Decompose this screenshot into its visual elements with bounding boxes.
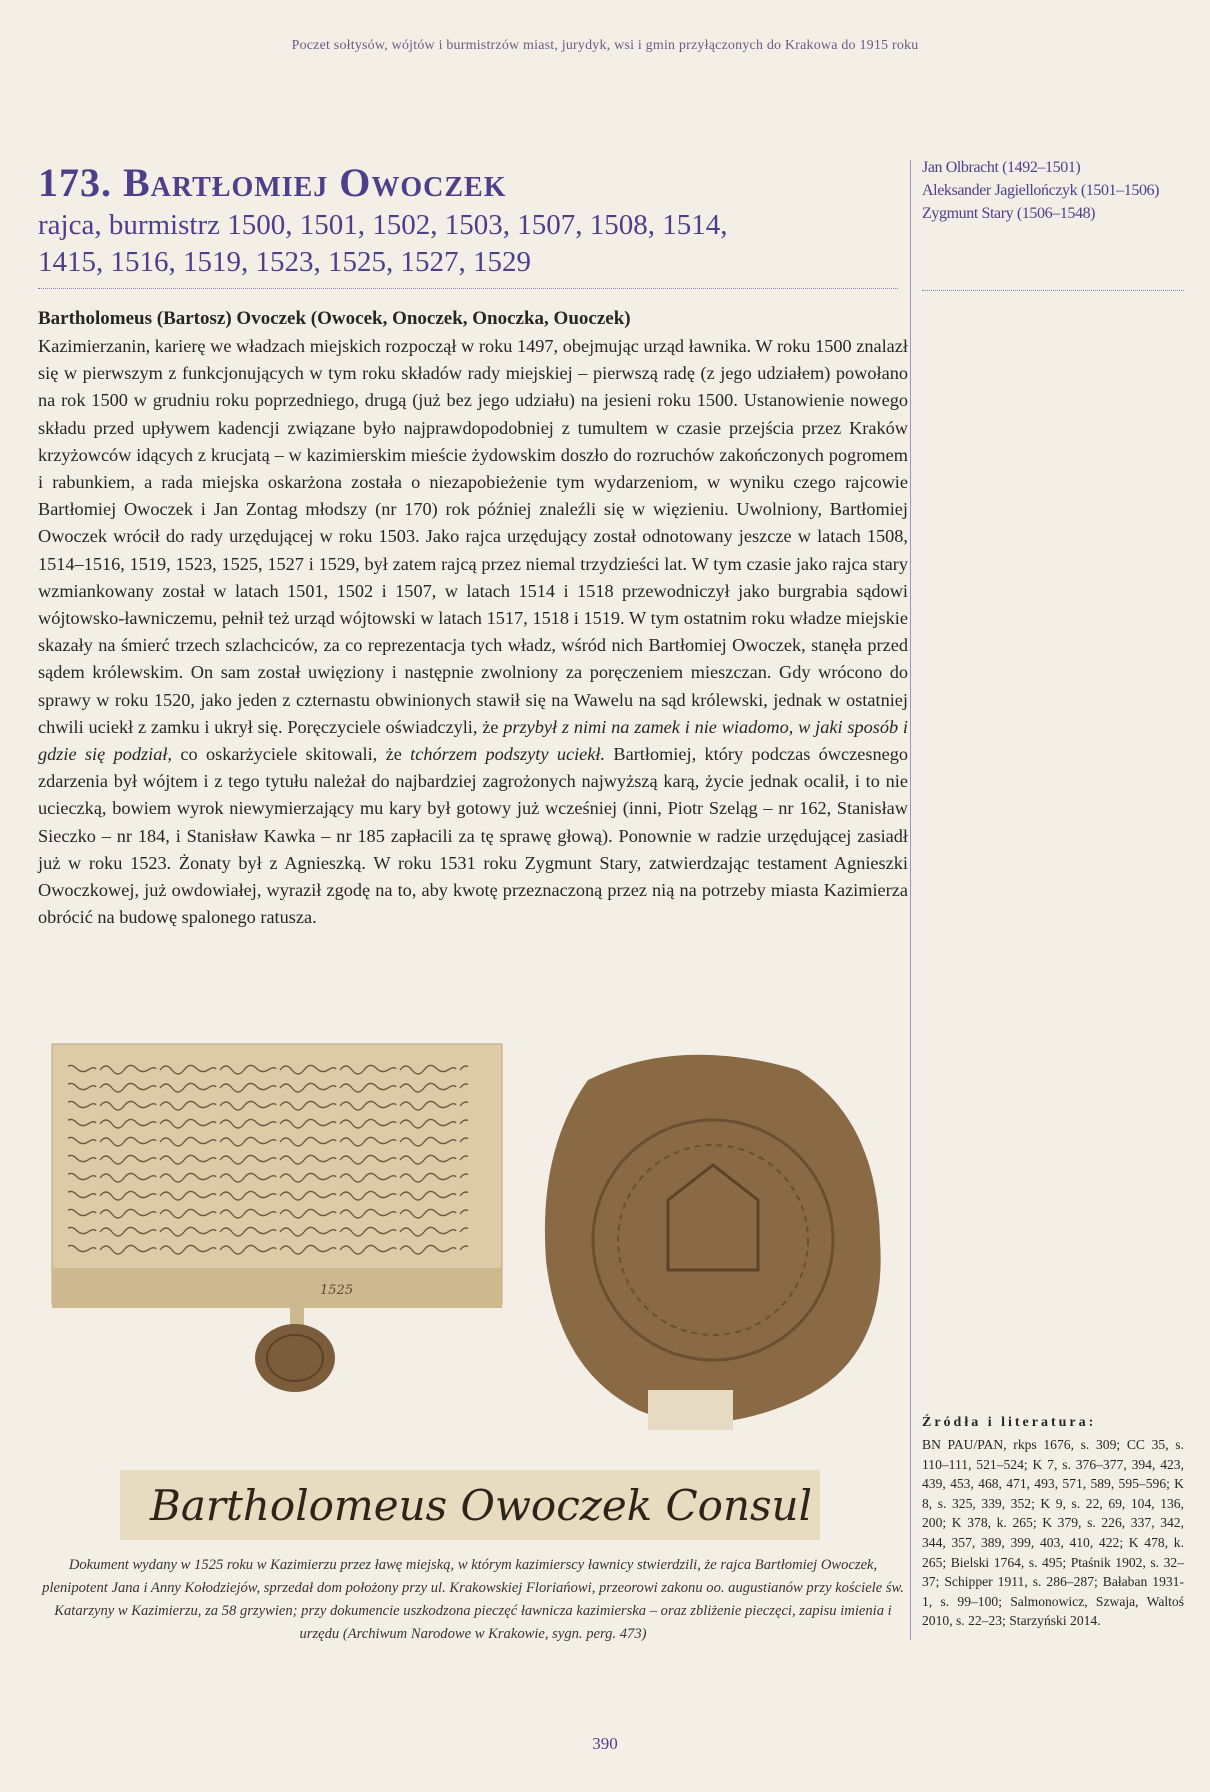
- biography-paragraph: [38, 333, 908, 931]
- paragraph-text: Kazimierzanin, karierę we władzach miejskich rozpoczął w roku 1497, obejmując urząd ławnika. W roku 1500 znalazł się w pierwszym z funkcjonujących w tym roku składów rady miejskiej – pierwszą radę (z jego udziałem) powołano na rok 1500 w grudniu roku poprzedniego, drugą (już bez jego udziału) na jesieni roku 1500. Ustanowienie nowego składu przed upływem kadencji związane było najprawdopodobniej z tumultem w czasie przejścia przez Kraków krzyżowców idących z krucjatą – w kazimierskim mieście żydowskim doszło do rozruchów zakończonych pogromem i rabunkiem, a rada miejska oskarżona została o niezapobieżenie tym wydarzeniom, w wyniku czego rajcowie Bartłomiej Owoczek i Jan Zontag młodszy (nr 170) rok później znaleźli się w więzieniu. Uwolniony, Bartłomiej Owoczek wrócił do rady urzędującej w roku 1503. Jako rajca urzędujący został odnotowany jeszcze w latach 1508, 1514–1516, 1519, 1523, 1525, 1527 i 1529, był zatem rajcą przez niemal trzydzieści lat. W tym czasie jako rajca stary wzmiankowany został w latach 1501, 1502 i 1507, w latach 1514 i 1518 przewodniczył jako burgrabia sądowi wójtowsko-ławniczemu, pełnił też urząd wójtowski w latach 1517, 1518 i 1519. W tym ostatnim roku władze miejskie skazały na śmierć trzech szlachciców, za co reprezentacja tych władz, wśród nich Bartłomiej Owoczek, stanęła przed sądem królewskim. On sam został uwięziony i następnie zwolniony za poręczeniem mieszczan. Gdy wrócono do sprawy w roku 1520, jako jeden z czternastu obwinionych stawił się na Wawelu na sąd królewski, jednak w ostatniej chwili uciekł z zamku i ukrył się. Poręczyciele oświadczyli, że: [38, 336, 908, 737]
- heading-divider: [38, 288, 898, 289]
- document-date: 1525: [320, 1283, 354, 1298]
- running-head: Poczet sołtysów, wójtów i burmistrzów miast, jurydyk, wsi i gmin przyłączonych do Krakowa do 1915 roku: [291, 38, 919, 53]
- sidebar-divider: [922, 290, 1184, 291]
- sources-heading: Źródła i literatura:: [922, 1415, 1097, 1430]
- document-illustration: [38, 1040, 908, 1545]
- rulers-list: [922, 156, 1184, 225]
- entry-title: 173. Bartłomiej Owoczek: [38, 160, 507, 205]
- pendant-seal: [255, 1300, 335, 1392]
- signature-text: Bartholomeus Owoczek Consul: [150, 1481, 813, 1530]
- entry-subtitle-line1: rajca, burmistrz 1500, 1501, 1502, 1503, 1507, 1508, 1514,: [38, 209, 728, 241]
- paragraph-text-end: Bartłomiej, który podczas ówczesnego zdarzenia był wójtem i z tego tytułu należał do najbardziej zagrożonych najwyższą karą, życie jednak ocalił, i to nie ucieczką, bowiem wyrok niewymierzający mu kary był gotowy już wcześniej (inni, Piotr Szeląg – nr 162, Stanisław Sieczko – nr 184, i Stanisław Kawka – nr 185 zapłacili za tę sprawę głową). Ponownie w radzie urzędującej zasiadł już w roku 1523. Żonaty był z Agnieszką. W roku 1531 roku Zygmunt Stary, zatwierdzając testament Agnieszki Owoczkowej, już owdowiałej, wyraził zgodę na to, aby kwotę przeznaczoną przez nią na potrzeby miasta Kazimierza obrócić na budowę spalonego ratusza.: [38, 744, 908, 928]
- quote-2: tchórzem podszyty uciekł.: [410, 744, 606, 765]
- sources-block: [922, 1413, 1184, 1631]
- paragraph-text-mid: co oskarżyciele skitowali, że: [172, 744, 411, 765]
- name-variants: Bartholomeus (Bartosz) Ovoczek (Owocek, Onoczek, Onoczka, Ouoczek): [38, 308, 631, 329]
- column-divider: [910, 160, 911, 1640]
- figure-caption: Dokument wydany w 1525 roku w Kazimierzu przez ławę miejską, w którym kazimierscy ławnicy stwierdzili, że rajca Bartłomiej Owoczek, plenipotent Jana i Anny Kołodziejów, sprzedał dom położony przy ul. Krakowskiej Floriańowi, przeorowi zakonu oo. augustianów przy kościele św. Katarzyny w Kazimierzu, za 58 grzywien; przy dokumencie uszkodzona pieczęć ławnicza kazimierska – oraz zbliżenie pieczęci, zapisu imienia i urzędu (Archiwum Narodowe w Krakowie, sygn. perg. 473): [42, 1557, 904, 1642]
- entry-heading: [38, 160, 908, 280]
- ruler-item: Zygmunt Stary (1506–1548): [922, 205, 1096, 222]
- signature-strip: [120, 1470, 820, 1540]
- parchment-document: [52, 1044, 502, 1308]
- seal-closeup: [545, 1055, 881, 1430]
- ruler-item: Jan Olbracht (1492–1501): [922, 159, 1081, 176]
- quote-1: przybył z nimi na zamek i nie wiadomo, w jaki sposób i gdzie się podział,: [38, 716, 908, 765]
- archival-figure: [38, 1040, 908, 1545]
- sources-text: BN PAU/PAN, rkps 1676, s. 309; CC 35, s. 110–111, 521–524; K 7, s. 376–377, 394, 423, 439, 453, 468, 471, 493, 571, 589, 595–596; K 8, s. 325, 339, 352; K 9, s. 22, 69, 104, 136, 200; K 378, k. 265; K 379, s. 226, 337, 342, 344, 357, 389, 399, 403, 410, 422; K 478, k. 265; Bielski 1764, s. 495; Ptaśnik 1902, s. 32–37; Schipper 1911, s. 286–287; Bałaban 1931-1, s. 99–100; Salmonowicz, Szwaja, Waltoś 2010, s. 22–23; Starzyński 2014.: [922, 1437, 1184, 1629]
- page-number: 390: [592, 1734, 618, 1753]
- entry-subtitle-line2: 1415, 1516, 1519, 1523, 1525, 1527, 1529: [38, 246, 531, 278]
- biography-text: [38, 305, 908, 931]
- ruler-item: Aleksander Jagiellończyk (1501–1506): [922, 182, 1160, 199]
